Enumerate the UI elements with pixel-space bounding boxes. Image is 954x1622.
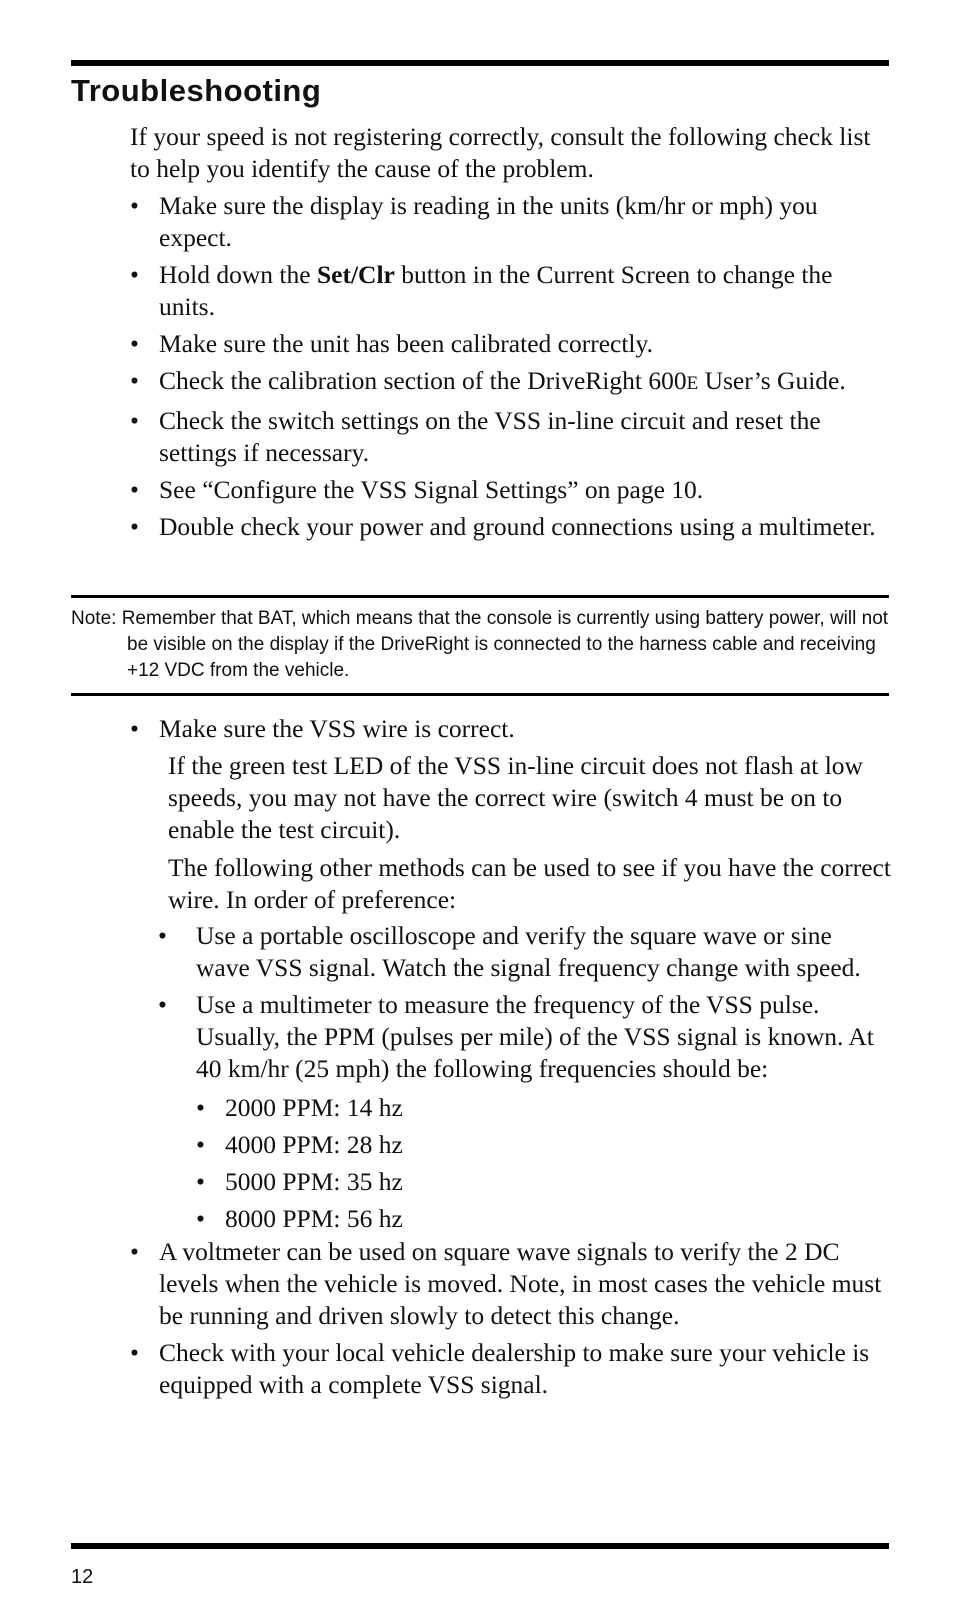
- checklist: [130, 190, 892, 548]
- bullet-icon: •: [130, 366, 139, 395]
- bullet-icon: •: [158, 921, 167, 950]
- list-item-text: Make sure the VSS wire is correct.: [159, 714, 515, 743]
- list-item: [130, 713, 892, 745]
- bullet-icon: •: [130, 329, 139, 358]
- bullet-icon: •: [130, 714, 139, 743]
- list-item: [196, 1203, 892, 1235]
- note-top-rule: [71, 595, 889, 598]
- list-item-text-pre: Check the calibration section of the DriveRight 600: [159, 366, 687, 395]
- list-item-text: Make sure the unit has been calibrated correctly.: [159, 329, 653, 358]
- bullet-icon: •: [130, 191, 139, 220]
- intro-paragraph: If your speed is not registering correctly, consult the following check list to help you identify the cause of the problem.: [130, 122, 871, 183]
- set-clr-button-label: Set/Clr: [316, 260, 395, 289]
- top-rule: [71, 60, 889, 66]
- page-title: Troubleshooting: [71, 73, 322, 108]
- list-item: [130, 1236, 892, 1332]
- bullet-icon: •: [158, 990, 167, 1019]
- list-item-text: 8000 PPM: 56 hz: [225, 1204, 403, 1233]
- model-suffix: E: [686, 373, 699, 394]
- bullet-icon: •: [196, 1093, 205, 1122]
- vss-checklist: [130, 713, 892, 750]
- vss-paragraph-1: If the green test LED of the VSS in-line circuit does not flash at low speeds, you may not have the correct wire (switch 4 must be on to enable the test circuit).: [168, 751, 863, 844]
- list-item: [196, 1166, 892, 1198]
- bullet-icon: •: [196, 1130, 205, 1159]
- list-item: [130, 405, 892, 469]
- list-item: [130, 1337, 892, 1401]
- page-number: 12: [71, 1566, 94, 1588]
- bullet-icon: •: [196, 1167, 205, 1196]
- list-item-text: Use a portable oscilloscope and verify the square wave or sine wave VSS signal. Watch the signal frequency change with speed.: [196, 921, 861, 982]
- note-label: Note:: [71, 608, 117, 629]
- list-item-text: See “Configure the VSS Signal Settings” on page 10.: [159, 475, 704, 504]
- list-item: [130, 365, 892, 400]
- bullet-icon: •: [130, 260, 139, 289]
- list-item-text: Check with your local vehicle dealership to make sure your vehicle is equipped with a complete VSS signal.: [159, 1338, 870, 1399]
- list-item-text: Use a multimeter to measure the frequency of the VSS pulse. Usually, the PPM (pulses per mile) of the VSS signal is known. At 40 km/hr (25 mph) the following frequencies should be:: [196, 990, 874, 1083]
- list-item-text: 4000 PPM: 28 hz: [225, 1130, 403, 1159]
- bullet-icon: •: [130, 475, 139, 504]
- list-item-text-pre: Hold down the: [159, 260, 317, 289]
- list-item: [130, 328, 892, 360]
- note-body: [71, 606, 889, 684]
- list-item-text: A voltmeter can be used on square wave signals to verify the 2 DC levels when the vehicle is moved. Note, in most cases the vehicle must be running and driven slowly to detect this change.: [159, 1237, 882, 1330]
- methods-list: [158, 920, 892, 1090]
- list-item-text: Make sure the display is reading in the units (km/hr or mph) you expect.: [159, 191, 818, 252]
- list-item-text: Check the switch settings on the VSS in-line circuit and reset the settings if necessary.: [159, 406, 821, 467]
- bullet-icon: •: [130, 406, 139, 435]
- list-item: [130, 259, 892, 323]
- bullet-icon: •: [130, 1237, 139, 1266]
- bullet-icon: •: [196, 1204, 205, 1233]
- list-item-text: Double check your power and ground connections using a multimeter.: [159, 512, 876, 541]
- list-item: [130, 190, 892, 254]
- list-item: [196, 1092, 892, 1124]
- list-item: [196, 1129, 892, 1161]
- frequency-list: [196, 1092, 892, 1240]
- vss-paragraph-2: The following other methods can be used to see if you have the correct wire. In order of preference:: [168, 853, 891, 914]
- note-bottom-rule: [71, 693, 889, 696]
- list-item: [130, 474, 892, 506]
- list-item: [130, 511, 892, 543]
- note-box: [71, 606, 889, 684]
- list-item: [158, 989, 892, 1085]
- final-checklist: [130, 1236, 892, 1406]
- list-item-text-post: button in the Current Screen to change the units.: [159, 260, 833, 321]
- list-item-text: 2000 PPM: 14 hz: [225, 1093, 403, 1122]
- bullet-icon: •: [130, 512, 139, 541]
- bullet-icon: •: [130, 1338, 139, 1367]
- list-item: [158, 920, 892, 984]
- bottom-rule: [71, 1543, 889, 1549]
- list-item-text: 5000 PPM: 35 hz: [225, 1167, 403, 1196]
- note-text: Remember that BAT, which means that the console is currently using battery power, will not be visible on the display if the DriveRight is connected to the harness cable and receiving +12 VDC from the vehicle.: [121, 608, 889, 681]
- list-item-text-post: User’s Guide.: [698, 366, 846, 395]
